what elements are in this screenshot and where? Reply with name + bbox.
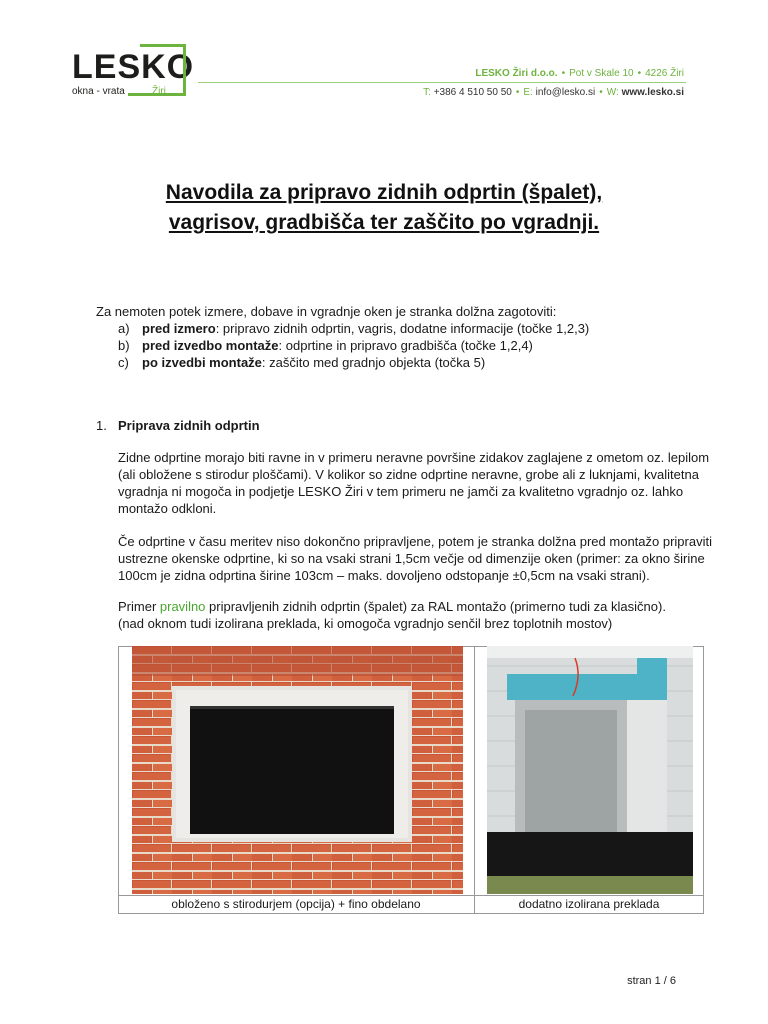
phone-label: T: [423, 87, 431, 98]
header-divider [198, 82, 686, 83]
photo-caption-1: obloženo s stirodurjem (opcija) + fino obdelano [171, 897, 421, 911]
header-company-line: LESKO Žiri d.o.o. • Pot v Skale 10 • 4226 Žiri [475, 68, 684, 79]
title-line-1: Navodila za pripravo zidnih odprtin (špalet), [165, 181, 603, 204]
paragraph-text: Če odprtine v času meritev niso dokončno pripravljene, potem je stranka dolžna pred montažo pripraviti ustrezne okenske odprtine, ki so na vsaki strani 1,5cm večje od dimenzije oken (primer: za okno širine 100cm je zidna odprtina širine 103cm – maks. dovoljeno odstopanje ±0,5cm na vsaki strani). [118, 534, 712, 583]
list-item [118, 337, 533, 354]
section-number: 1. [96, 418, 107, 433]
title-line-2: vagrisov, gradbišča ter zaščito po vgradnji. [168, 211, 600, 234]
example-text: pripravljenih zidnih odprtin (špalet) za RAL montažo (primerno tudi za klasično). [205, 599, 666, 614]
list-item [118, 354, 485, 371]
table-divider [474, 646, 475, 914]
list-marker: b) [118, 338, 130, 353]
section-paragraph-2 [118, 533, 718, 584]
logo-frame-top [140, 44, 150, 47]
logo-text: LESKO [72, 48, 195, 86]
company-name: LESKO Žiri d.o.o. [475, 68, 558, 79]
logo-subtitle: okna - vrata [72, 86, 125, 97]
example-highlight: pravilno [159, 599, 206, 614]
web-link[interactable]: www.lesko.si [621, 87, 684, 98]
example-text: Primer [118, 599, 160, 614]
paragraph-text: Zidne odprtine morajo biti ravne in v primeru neravne površine zidakov zaglajene z ometom oz. lepilom (ali obložene s stirodur ploščami). V kolikor so zidne odprtine neravne, grobe ali z luknjami, kvalitetna vgradnja ni mogoča in podjetje LESKO Žiri v tem primeru ne jamči za kvalitetno vgradnjo oz. lahko montažo odkloni. [118, 450, 710, 516]
page-number: stran 1 / 6 [627, 975, 676, 987]
email-link[interactable]: info@lesko.si [535, 87, 596, 98]
page-title [0, 178, 768, 238]
photo-caption-2: dodatno izolirana preklada [518, 897, 660, 911]
list-item-bold: po izvedbi montaže [142, 355, 262, 370]
section-paragraph-1 [118, 449, 718, 517]
example-line-1 [118, 598, 718, 615]
company-address: Pot v Skale 10 [569, 68, 634, 79]
logo-ziri: Žiri [152, 86, 166, 97]
list-item-text: : zaščito med gradnjo objekta (točka 5) [261, 355, 486, 370]
header-contact-line: T: +386 4 510 50 50 • E: info@lesko.si • W: www.lesko.si [423, 87, 684, 98]
photo-window-opening [132, 646, 463, 894]
logo-frame-bottom [128, 93, 148, 96]
list-item-bold: pred izmero [142, 321, 216, 336]
example-line-2: (nad oknom tudi izolirana preklada, ki omogoča vgradnjo senčil brez toplotnih mostov) [118, 616, 613, 631]
company-city: 4226 Žiri [645, 68, 684, 79]
section-title: Priprava zidnih odprtin [118, 418, 260, 433]
phone: +386 4 510 50 50 [433, 87, 512, 98]
intro-text: Za nemoten potek izmere, dobave in vgradnje oken je stranka dolžna zagotoviti: [96, 304, 557, 319]
list-item [118, 320, 589, 337]
list-item-text: : odprtine in pripravo gradbišča (točke 1,2,4) [278, 338, 533, 353]
photo-insulated-lintel [487, 646, 693, 894]
web-label: W: [606, 87, 619, 98]
list-marker: c) [118, 355, 129, 370]
email-label: E: [523, 87, 533, 98]
list-item-bold: pred izvedbo montaže [142, 338, 279, 353]
list-marker: a) [118, 321, 130, 336]
list-item-text: : pripravo zidnih odprtin, vagris, dodatne informacije (točke 1,2,3) [215, 321, 590, 336]
section-example [118, 598, 718, 632]
